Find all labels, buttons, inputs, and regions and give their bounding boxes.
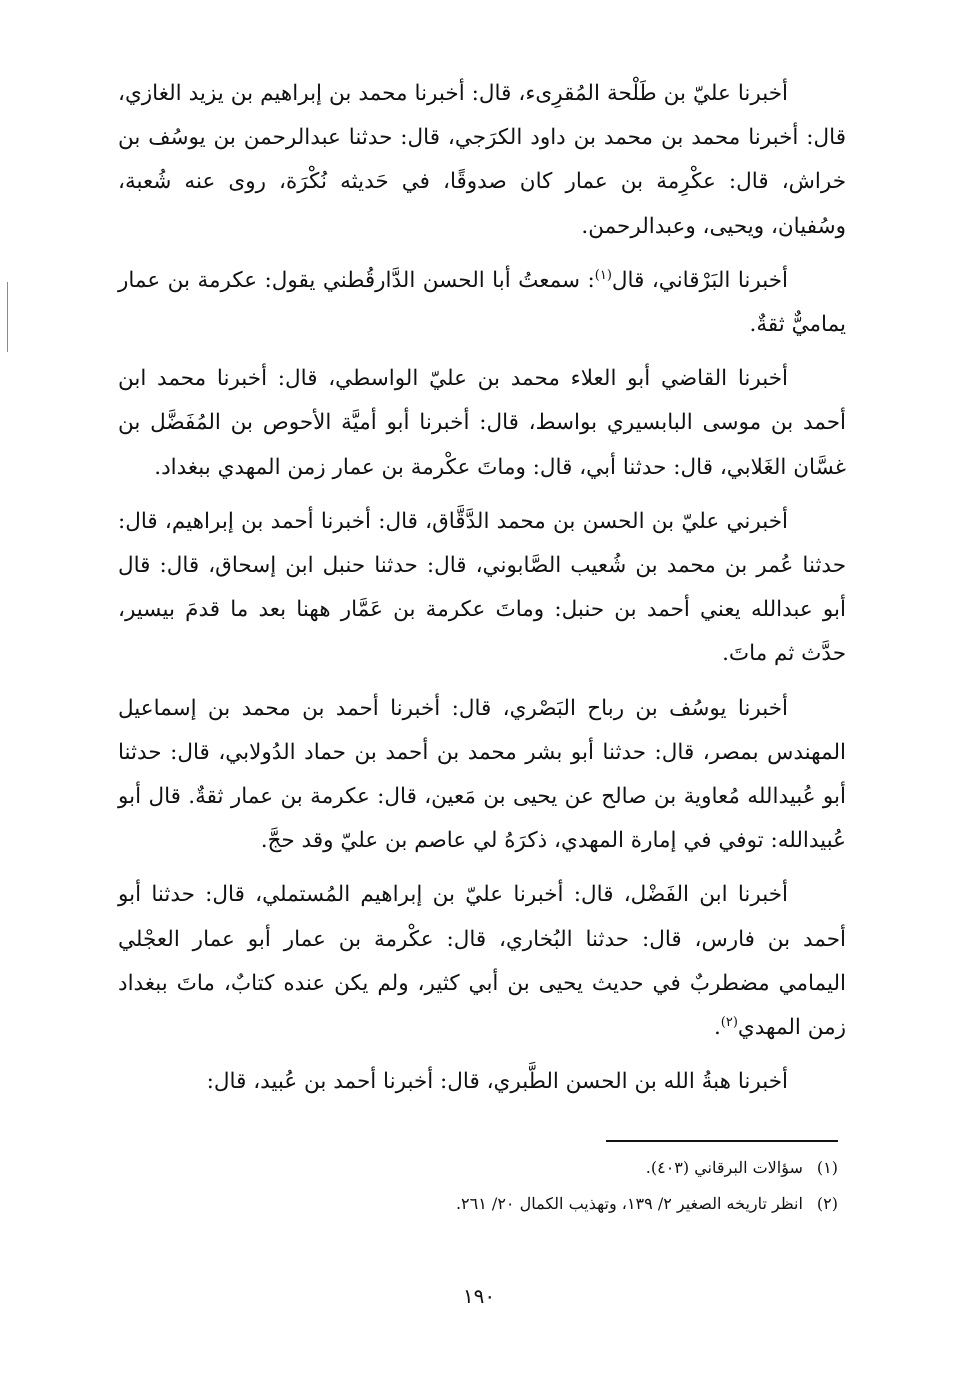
paragraph: أخبرنا يوسُف بن رباح البَصْري، قال: أخبرنا أحمد بن محمد بن إسماعيل المهندس بمصر، قال: حدثنا أبو بشر محمد بن أحمد بن حماد الدُولابي، قال: حدثنا أبو عُبيدالله مُعاوية بن صالح عن يحيى بن مَعين، قال: عكرمة بن عمار ثقةٌ. قال أبو عُبيدالله: توفي في إمارة المهدي، ذكرَهُ لي عاصم بن عليّ وقد حجَّ. xyxy=(118,695,846,854)
footnote-reference[interactable]: (٢) xyxy=(720,1014,738,1030)
footnote-separator xyxy=(606,1140,838,1142)
footnotes xyxy=(300,1150,838,1222)
footnote xyxy=(300,1150,838,1186)
paragraph: أخبرني عليّ بن الحسن بن محمد الدَّقَّاق، قال: أخبرنا أحمد بن إبراهيم، قال: حدثنا عُمر بن محمد بن شُعيب الصَّابوني، قال: حدثنا حنبل ابن إسحاق، قال: قال أبو عبدالله يعني أحمد بن حنبل: وماتَ عكرمة بن عَمَّار ههنا بعد ما قدمَ بيسير، حدَّث ثم ماتَ. xyxy=(118,508,846,667)
paragraph: أخبرنا هبةُ الله بن الحسن الطَّبري، قال: أخبرنا أحمد بن عُبيد، قال: xyxy=(206,1069,788,1095)
paragraph: أخبرنا عليّ بن طَلْحة المُقرِىء، قال: أخبرنا محمد بن إبراهيم بن يزيد الغازي، قال: أخبرنا محمد بن محمد بن داود الكرَجي، قال: حدثنا عبدالرحمن بن يوسُف بن خراش، قال: عكْرِمة بن عمار كان صدوقًا، في حَديثه نُكْرَة، روى عنه شُعبة، وسُفيان، ويحيى، وعبدالرحمن. xyxy=(118,81,846,239)
paragraph-text: أخبرنا ابن الفَضْل، قال: أخبرنا عليّ بن إبراهيم المُستملي، قال: حدثنا أبو أحمد بن فارس، قال: حدثنا البُخاري، قال: عكْرمة بن عمار أبو عمار العجْلي اليمامي مضطربٌ في حديث يحيى بن أبي كثير، ولم يكن عنده كتابٌ، ماتَ ببغداد زمن المهدي xyxy=(118,882,846,1041)
footnote-reference[interactable]: (١) xyxy=(594,267,612,283)
footnote-text: سؤالات البرقاني (٤٠٣). xyxy=(645,1158,803,1177)
footnote-number: (١) xyxy=(816,1158,838,1177)
paragraph xyxy=(118,259,846,347)
main-text-block xyxy=(118,72,846,1104)
footnote-text: انظر تاريخه الصغير ٢/ ١٣٩، وتهذيب الكمال ٢٠/ ٢٦١. xyxy=(455,1194,803,1213)
paragraph: أخبرنا القاضي أبو العلاء محمد بن عليّ الواسطي، قال: أخبرنا محمد ابن أحمد بن موسى البابسيري بواسط، قال: أخبرنا أبو أميَّة الأحوص بن المُفَضَّل بن غسَّان الغَلابي، قال: حدثنا أبي، قال: وماتَ عكْرمة بن عمار زمن المهدي ببغداد. xyxy=(118,366,846,480)
footnote-number: (٢) xyxy=(816,1194,838,1213)
scan-artifact-line xyxy=(7,282,8,352)
paragraph xyxy=(118,873,846,1050)
paragraph-text: . xyxy=(713,1015,721,1041)
paragraph-text: : سمعتُ أبا الحسن الدَّارقُطني يقول: عكرمة بن عمار يماميٌّ ثقةٌ. xyxy=(118,267,846,338)
paragraph-text: أخبرنا البَرْقاني، قال xyxy=(611,267,788,293)
page-number: ١٩٠ xyxy=(462,1284,496,1308)
footnote xyxy=(300,1186,838,1222)
